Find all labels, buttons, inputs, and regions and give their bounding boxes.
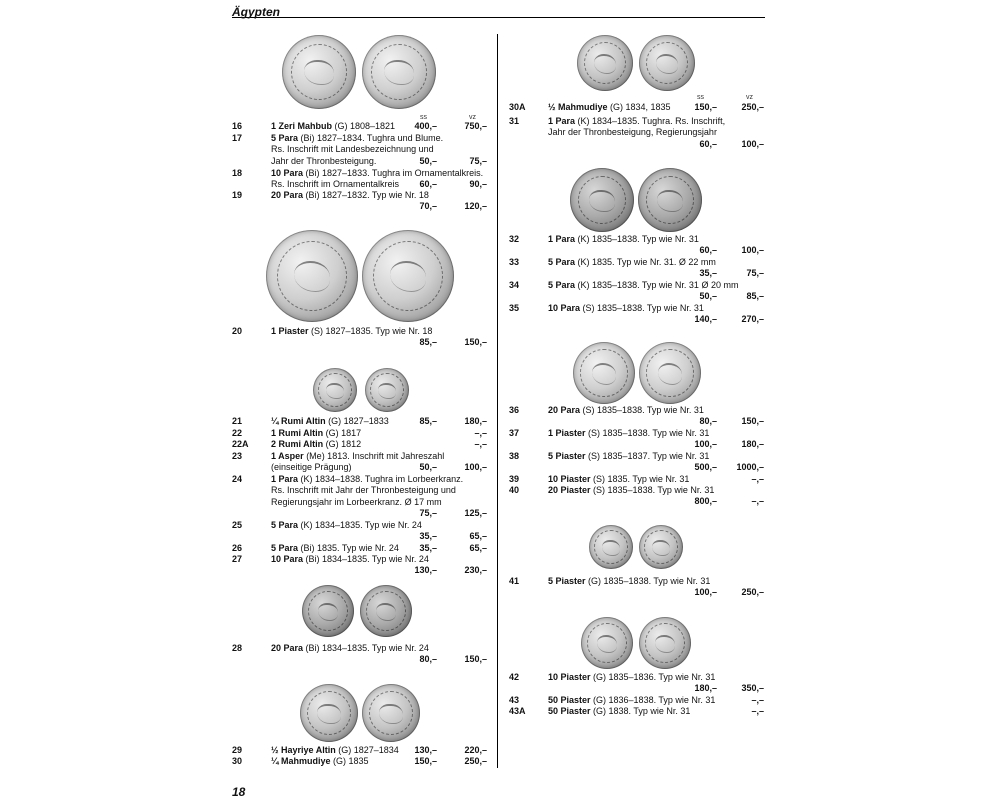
column-divider <box>497 34 498 768</box>
description-text: (Bi) 1827–1832. Typ wie Nr. 18 <box>303 190 429 200</box>
coin-obverse <box>313 368 357 412</box>
description-line: Rs. Inschrift mit Landesbezeichnung und <box>271 144 434 155</box>
denomination: 1 Asper <box>271 451 304 461</box>
grade-label-ss: ss <box>420 114 427 121</box>
description-text: (G) 1812 <box>323 439 362 449</box>
coin-obverse <box>300 684 358 742</box>
catalog-number: 23 <box>232 451 243 461</box>
coin-image-30A <box>577 35 695 91</box>
description-text: (G) 1835–1836. Typ wie Nr. 31 <box>590 672 716 682</box>
coin-reverse <box>362 684 420 742</box>
price-vz: 120,– <box>464 201 487 212</box>
coin-reverse <box>639 35 695 91</box>
catalog-number: 34 <box>509 280 520 290</box>
coin-reverse <box>365 368 409 412</box>
catalog-number: 30A <box>509 102 526 112</box>
denomination: 1 Para <box>271 474 299 484</box>
price-vz: 1000,– <box>736 462 764 473</box>
catalog-number: 22A <box>232 439 249 449</box>
denomination: 20 Para <box>271 643 304 653</box>
coin-reverse <box>362 35 436 109</box>
coin-reverse <box>360 585 412 637</box>
grade-label-ss: ss <box>697 94 704 101</box>
catalog-number: 28 <box>232 643 243 653</box>
price-vz: 100,– <box>741 245 764 256</box>
denomination: 1 Para <box>548 234 576 244</box>
description-text: (K) 1834–1835. Typ wie Nr. 24 <box>298 520 422 530</box>
coin-reverse <box>639 525 683 569</box>
denomination: ½ Hayriye Altin <box>271 745 336 755</box>
price-ss: 100,– <box>694 587 717 598</box>
price-ss: 70,– <box>419 201 437 212</box>
price-vz: 350,– <box>741 683 764 694</box>
denomination: 2 Rumi Altin <box>271 439 324 449</box>
denomination: 10 Para <box>271 168 304 178</box>
price-ss: 60,– <box>699 138 717 149</box>
price-vz: –,– <box>751 496 764 507</box>
coin-obverse <box>581 617 633 669</box>
catalog-number: 38 <box>509 451 520 461</box>
description-text: (G) 1835 <box>330 756 369 766</box>
price-ss: 50,– <box>419 155 437 166</box>
denomination: 10 Piaster <box>548 474 591 484</box>
description-line: Rs. Inschrift mit Jahr der Thronbesteigung und <box>271 485 456 496</box>
description-line: (einseitige Prägung) <box>271 462 352 473</box>
denomination: 1 Piaster <box>271 326 309 336</box>
price-vz: –,– <box>474 439 487 449</box>
denomination: 5 Para <box>271 520 299 530</box>
coin-reverse <box>639 342 701 404</box>
price-vz: 150,– <box>464 337 487 348</box>
price-ss: 180,– <box>694 683 717 694</box>
denomination: 1 Piaster <box>548 428 586 438</box>
price-vz: 65,– <box>469 543 487 553</box>
price-ss: 400,– <box>414 121 437 131</box>
price-vz: 250,– <box>464 756 487 766</box>
description-text: (K) 1835–1838. Typ wie Nr. 31 Ø 20 mm <box>575 280 739 290</box>
description-text: (Me) 1813. Inschrift mit Jahreszahl <box>303 451 445 461</box>
price-vz: –,– <box>751 706 764 716</box>
description-text: (Bi) 1827–1834. Tughra und Blume. <box>298 133 444 143</box>
catalog-number: 16 <box>232 121 243 131</box>
description-text: (K) 1834–1835. Tughra. Rs. Inschrift, <box>575 116 726 126</box>
denomination: 50 Piaster <box>548 706 591 716</box>
price-vz: 150,– <box>464 654 487 665</box>
description-text: (G) 1817 <box>323 428 362 438</box>
price-vz: 180,– <box>464 416 487 426</box>
price-vz: 250,– <box>741 587 764 598</box>
denomination: ¼ Mahmudiye <box>271 756 331 766</box>
price-vz: 220,– <box>464 745 487 755</box>
denomination: 20 Piaster <box>548 485 591 495</box>
price-ss: 85,– <box>419 416 437 426</box>
coin-image-32 <box>570 168 702 232</box>
description-line: Rs. Inschrift im Ornamentalkreis <box>271 179 400 190</box>
price-ss: 75,– <box>419 508 437 519</box>
coin-reverse <box>639 617 691 669</box>
price-ss: 150,– <box>694 102 717 112</box>
denomination: 50 Piaster <box>548 695 591 705</box>
denomination: 5 Piaster <box>548 576 586 586</box>
description-text: (K) 1835–1838. Typ wie Nr. 31 <box>575 234 699 244</box>
description-text: (G) 1827–1834 <box>335 745 399 755</box>
description-text: (Bi) 1834–1835. Typ wie Nr. 24 <box>303 643 429 653</box>
description-text: (S) 1835. Typ wie Nr. 31 <box>590 474 690 484</box>
catalog-number: 29 <box>232 745 243 755</box>
catalog-number: 43A <box>509 706 526 716</box>
catalog-number: 36 <box>509 405 520 415</box>
description-text: (K) 1835. Typ wie Nr. 31. Ø 22 mm <box>575 257 716 267</box>
price-ss: 60,– <box>699 245 717 256</box>
denomination: 5 Para <box>271 133 299 143</box>
denomination: 1 Para <box>548 116 576 126</box>
denomination: ¼ Rumi Altin <box>271 416 326 426</box>
coin-image-36 <box>573 342 701 404</box>
price-vz: 270,– <box>741 314 764 325</box>
coin-obverse <box>589 525 633 569</box>
description-text: (S) 1835–1837. Typ wie Nr. 31 <box>585 451 710 461</box>
catalog-number: 43 <box>509 695 520 705</box>
description-text: (G) 1808–1821 <box>332 121 396 131</box>
denomination: 1 Zeri Mahbub <box>271 121 333 131</box>
price-ss: 80,– <box>419 654 437 665</box>
catalog-number: 41 <box>509 576 520 586</box>
denomination: 1 Rumi Altin <box>271 428 324 438</box>
catalog-number: 32 <box>509 234 520 244</box>
price-vz: –,– <box>751 695 764 705</box>
description-text: (S) 1835–1838. Typ wie Nr. 31 <box>590 485 715 495</box>
price-vz: 75,– <box>469 155 487 166</box>
description-text: (Bi) 1827–1833. Tughra im Ornamentalkreis. <box>303 168 484 178</box>
price-vz: 75,– <box>746 268 764 279</box>
coin-obverse <box>302 585 354 637</box>
description-text: (S) 1835–1838. Typ wie Nr. 31 <box>580 405 704 415</box>
coin-obverse <box>282 35 356 109</box>
denomination: 20 Para <box>271 190 304 200</box>
catalog-number: 42 <box>509 672 520 682</box>
price-ss: 80,– <box>699 416 717 427</box>
coin-image-21 <box>313 368 409 412</box>
catalog-number: 40 <box>509 485 520 495</box>
price-vz: 100,– <box>464 462 487 473</box>
price-ss: 60,– <box>419 179 437 190</box>
coin-image-16 <box>282 35 436 109</box>
catalog-number: 22 <box>232 428 243 438</box>
denomination: 5 Para <box>271 543 299 553</box>
catalog-number: 27 <box>232 554 243 564</box>
denomination: 10 Piaster <box>548 672 591 682</box>
description-line: Jahr der Thronbesteigung. <box>271 155 377 166</box>
price-vz: 65,– <box>469 531 487 542</box>
coin-image-29 <box>300 684 420 742</box>
description-line: Jahr der Thronbesteigung, Regierungsjahr <box>548 127 717 138</box>
coin-obverse <box>573 342 635 404</box>
price-vz: 85,– <box>746 291 764 302</box>
denomination: 5 Para <box>548 257 576 267</box>
page-number: 18 <box>232 785 246 799</box>
catalog-number: 20 <box>232 326 243 336</box>
description-text: (G) 1834, 1835 <box>607 102 671 112</box>
price-ss: 100,– <box>694 439 717 450</box>
price-ss: 800,– <box>694 496 717 507</box>
catalog-number: 24 <box>232 474 243 484</box>
coin-image-42 <box>581 617 691 669</box>
price-ss: 150,– <box>414 756 437 766</box>
coin-reverse <box>638 168 702 232</box>
price-ss: 140,– <box>694 314 717 325</box>
catalog-number: 37 <box>509 428 520 438</box>
price-ss: 35,– <box>419 543 437 553</box>
price-vz: –,– <box>474 428 487 438</box>
price-vz: 125,– <box>464 508 487 519</box>
description-text: (Bi) 1834–1835. Typ wie Nr. 24 <box>303 554 429 564</box>
price-vz: 250,– <box>741 102 764 112</box>
description-text: (Bi) 1835. Typ wie Nr. 24 <box>298 543 399 553</box>
grade-label-vz: vz <box>746 94 753 101</box>
description-line: Regierungsjahr im Lorbeerkranz. Ø 17 mm <box>271 496 442 507</box>
description-text: (G) 1836–1838. Typ wie Nr. 31 <box>590 695 716 705</box>
denomination: 5 Para <box>548 280 576 290</box>
denomination: 10 Para <box>271 554 304 564</box>
price-vz: 180,– <box>741 439 764 450</box>
denomination: 20 Para <box>548 405 581 415</box>
coin-image-20 <box>266 230 454 322</box>
price-vz: 230,– <box>464 565 487 576</box>
price-ss: 50,– <box>419 462 437 473</box>
catalog-number: 25 <box>232 520 243 530</box>
coin-image-41 <box>589 525 683 569</box>
description-text: (S) 1835–1838. Typ wie Nr. 31 <box>585 428 710 438</box>
price-vz: 750,– <box>464 121 487 131</box>
catalog-number: 18 <box>232 168 243 178</box>
grade-label-vz: vz <box>469 114 476 121</box>
price-ss: 85,– <box>419 337 437 348</box>
description-text: (S) 1835–1838. Typ wie Nr. 31 <box>580 303 704 313</box>
description-text: (S) 1827–1835. Typ wie Nr. 18 <box>308 326 433 336</box>
page-header <box>232 3 765 18</box>
catalog-number: 19 <box>232 190 243 200</box>
coin-image-28 <box>302 585 412 637</box>
description-text: (K) 1834–1838. Tughra im Lorbeerkranz. <box>298 474 464 484</box>
denomination: ½ Mahmudiye <box>548 102 608 112</box>
catalog-number: 31 <box>509 116 520 126</box>
price-vz: 90,– <box>469 179 487 190</box>
denomination: 10 Para <box>548 303 581 313</box>
coin-obverse <box>570 168 634 232</box>
price-ss: 50,– <box>699 291 717 302</box>
catalog-number: 39 <box>509 474 520 484</box>
catalog-number: 26 <box>232 543 243 553</box>
description-text: (G) 1827–1833 <box>325 416 389 426</box>
catalog-number: 33 <box>509 257 520 267</box>
price-ss: 130,– <box>414 745 437 755</box>
price-ss: 35,– <box>699 268 717 279</box>
price-vz: 150,– <box>741 416 764 427</box>
price-ss: 130,– <box>414 565 437 576</box>
price-ss: 35,– <box>419 531 437 542</box>
catalog-number: 21 <box>232 416 243 426</box>
page-title: Ägypten <box>232 5 280 19</box>
coin-obverse <box>577 35 633 91</box>
coin-reverse <box>362 230 454 322</box>
description-text: (G) 1838. Typ wie Nr. 31 <box>590 706 691 716</box>
catalog-number: 30 <box>232 756 243 766</box>
description-text: (G) 1835–1838. Typ wie Nr. 31 <box>585 576 711 586</box>
catalog-number: 35 <box>509 303 520 313</box>
price-ss: 500,– <box>694 462 717 473</box>
price-vz: 100,– <box>741 138 764 149</box>
price-vz: –,– <box>751 474 764 484</box>
coin-obverse <box>266 230 358 322</box>
catalog-number: 17 <box>232 133 243 143</box>
denomination: 5 Piaster <box>548 451 586 461</box>
